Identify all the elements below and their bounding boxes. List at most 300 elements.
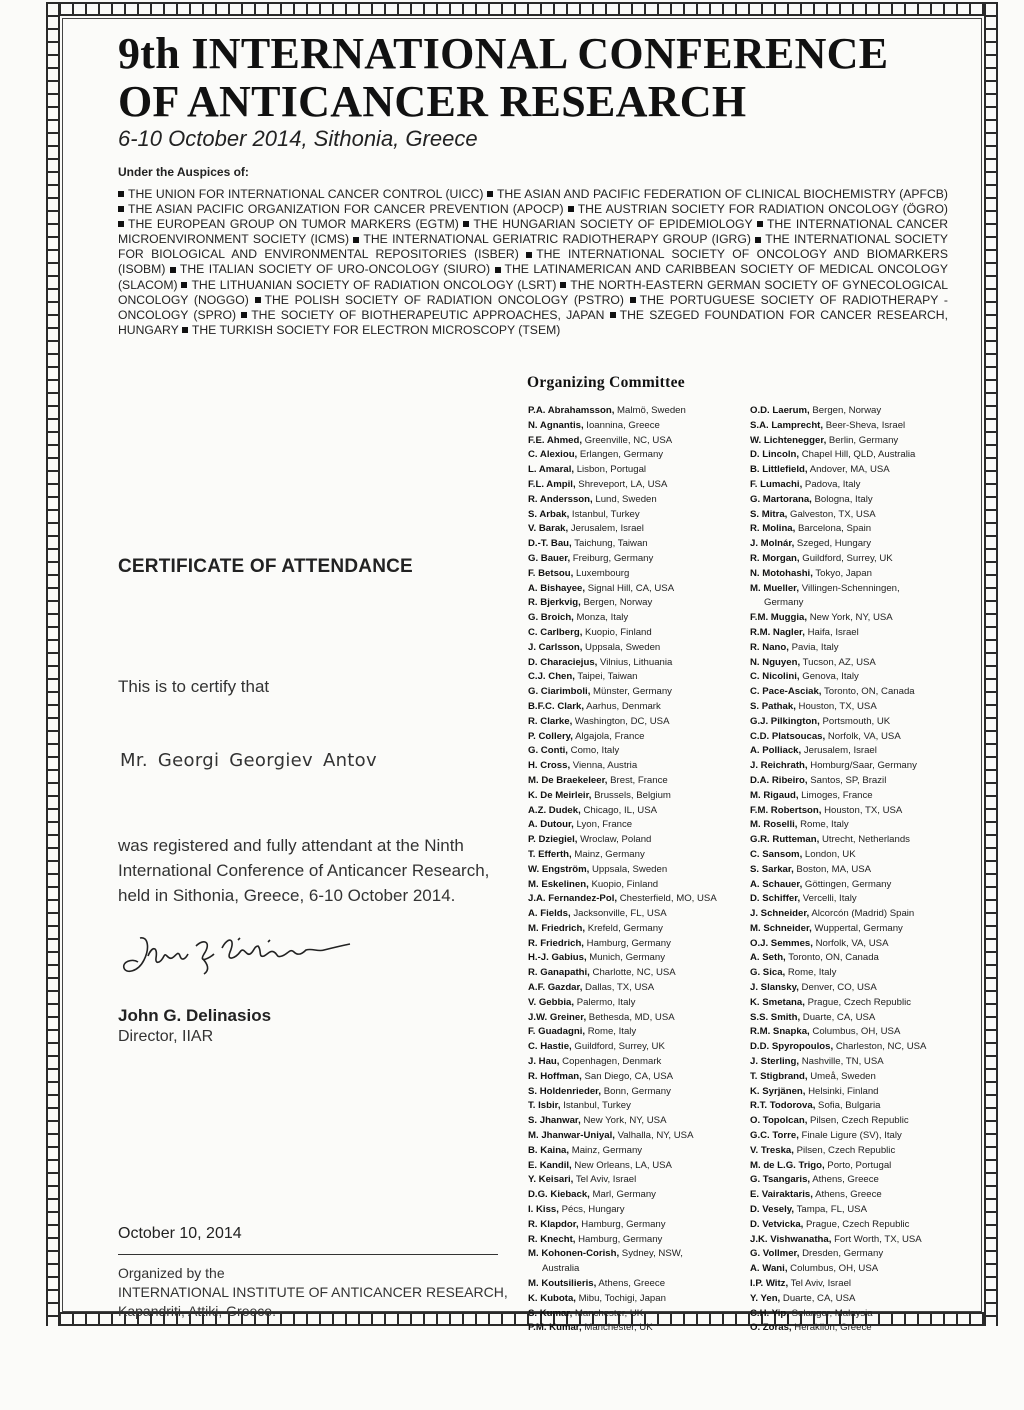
- member-location: Boston, MA, USA: [793, 863, 872, 875]
- committee-member: [750, 670, 970, 685]
- member-location: Duarte, CA, USA: [780, 1292, 856, 1304]
- member-location: Umeå, Sweden: [807, 1070, 876, 1082]
- member-location: Bergen, Norway: [580, 597, 653, 609]
- member-location: Homburg/Saar, Germany: [807, 760, 917, 772]
- member-name: S. Kumar,: [528, 1307, 573, 1319]
- committee-member: [750, 419, 970, 434]
- committee-member: [750, 730, 970, 745]
- member-name: S.S. Smith,: [750, 1011, 801, 1023]
- member-location: Hamburg, Germany: [578, 1218, 666, 1230]
- member-location: Vienna, Austria: [570, 760, 638, 772]
- member-location: Vercelli, Italy: [800, 893, 857, 905]
- bullet-square-icon: [181, 282, 187, 288]
- member-name: D. Characiejus,: [528, 656, 598, 668]
- bullet-square-icon: [463, 221, 469, 227]
- member-name: G. Ciarimboli,: [528, 686, 591, 698]
- member-location: Pavia, Italy: [788, 641, 839, 653]
- organized-by-label: Organized by the: [118, 1265, 225, 1281]
- auspices-item: THE UNION FOR INTERNATIONAL CANCER CONTROL (UICC): [128, 187, 484, 201]
- member-name: M. Friedrich,: [528, 922, 586, 934]
- member-location: Krefeld, Germany: [585, 922, 663, 934]
- committee-member: [750, 966, 970, 981]
- member-location: Luxembourg: [573, 567, 630, 579]
- committee-member: [528, 966, 738, 981]
- committee-member: [750, 1070, 970, 1085]
- committee-member: [750, 922, 970, 937]
- member-name: R. Nano,: [750, 641, 789, 653]
- certify-text: This is to certify that: [118, 677, 270, 696]
- member-name: F. Betsou,: [528, 567, 574, 579]
- member-location: Australia: [542, 1263, 580, 1275]
- member-location: Mainz, Germany: [569, 1144, 643, 1156]
- member-location: Charlotte, NC, USA: [589, 967, 676, 979]
- committee-member: [528, 907, 738, 922]
- member-location: Rome, Italy: [785, 967, 837, 979]
- member-name: M. Jhanwar-Uniyal,: [528, 1130, 615, 1142]
- member-name: S.A. Lamprecht,: [750, 419, 824, 431]
- member-name: P. Collery,: [528, 730, 573, 742]
- member-name: D. Lincoln,: [750, 449, 800, 461]
- committee-member: [528, 1247, 738, 1262]
- member-name: K. Syrjänen,: [750, 1085, 806, 1097]
- committee-member: [528, 1085, 738, 1100]
- committee-member: [750, 1321, 970, 1336]
- member-name: J. Slansky,: [750, 982, 799, 994]
- border-right: [984, 2, 998, 1326]
- committee-member: [528, 493, 738, 508]
- committee-member: [528, 1070, 738, 1085]
- member-location: Pilsen, Czech Republic: [793, 1144, 896, 1156]
- bullet-square-icon: [255, 297, 261, 303]
- member-location: Athens, Greece: [810, 1174, 879, 1186]
- member-location: Mibu, Tochigi, Japan: [575, 1292, 666, 1304]
- committee-member: [528, 1144, 738, 1159]
- auspices-heading: Under the Auspices of:: [118, 165, 249, 179]
- member-location: Santos, SP, Brazil: [807, 774, 887, 786]
- member-location: Jerusalem, Israel: [568, 523, 644, 535]
- committee-member: [528, 1099, 738, 1114]
- member-location: Toronto, ON, Canada: [785, 952, 879, 964]
- member-name: W. Lichtenegger,: [750, 434, 827, 446]
- member-location: Dallas, TX, USA: [582, 982, 655, 994]
- committee-title: Organizing Committee: [527, 374, 685, 391]
- member-location: New York, NY, USA: [580, 1115, 667, 1127]
- committee-member: [750, 1247, 970, 1262]
- member-location: Porto, Portugal: [824, 1159, 892, 1171]
- member-name: C.D. Platsoucas,: [750, 730, 826, 742]
- member-location: Munich, Germany: [586, 952, 666, 964]
- committee-member: [750, 789, 970, 804]
- member-location: Washington, DC, USA: [572, 715, 670, 727]
- committee-member: [750, 1040, 970, 1055]
- committee-member: [750, 641, 970, 656]
- member-name: R. Hoffman,: [528, 1070, 582, 1082]
- committee-member: [750, 1099, 970, 1114]
- member-location: Toronto, ON, Canada: [821, 686, 915, 698]
- committee-member: [528, 1292, 738, 1307]
- member-name: B. Kaina,: [528, 1144, 570, 1156]
- member-name: G. Conti,: [528, 745, 568, 757]
- member-location: New Orleans, LA, USA: [571, 1159, 672, 1171]
- member-name: C.H. Yip,: [750, 1307, 789, 1319]
- bullet-square-icon: [568, 206, 574, 212]
- committee-member: [750, 656, 970, 671]
- member-name: I.P. Witz,: [750, 1278, 789, 1290]
- committee-member: [528, 789, 738, 804]
- member-location: Uppsala, Sweden: [582, 641, 661, 653]
- member-location: Nashville, TN, USA: [799, 1056, 884, 1068]
- auspices-item: THE INTERNATIONAL GERIATRIC RADIOTHERAPY GROUP (IGRG): [363, 232, 751, 247]
- auspices-item: THE NORTH-EASTERN GERMAN SOCIETY OF GYNECOLOGICAL ONCOLOGY (NOGGO): [118, 277, 949, 307]
- member-name: C. Sansom,: [750, 848, 803, 860]
- member-name: R. Morgan,: [750, 552, 800, 564]
- committee-member: [528, 404, 738, 419]
- committee-member: [750, 892, 970, 907]
- member-name: W. Engström,: [528, 863, 590, 875]
- member-location: Utrecht, Netherlands: [819, 834, 910, 846]
- member-name: D. Vesely,: [750, 1204, 795, 1216]
- member-location: Algajola, France: [572, 730, 645, 742]
- member-name: D.A. Ribeiro,: [750, 774, 808, 786]
- member-location: Genova, Italy: [799, 671, 859, 683]
- committee-member: [528, 1114, 738, 1129]
- member-location: Denver, CO, USA: [798, 982, 877, 994]
- auspices-item: THE HUNGARIAN SOCIETY OF EPIDEMIOLOGY: [473, 217, 753, 232]
- committee-member: [750, 715, 970, 730]
- member-location: Lisbon, Portugal: [574, 464, 647, 476]
- member-location: Guildford, Surrey, UK: [571, 1041, 665, 1053]
- committee-member: [750, 759, 970, 774]
- member-location: Pilsen, Czech Republic: [807, 1115, 909, 1127]
- committee-member: [750, 848, 970, 863]
- member-location: Haifa, Israel: [804, 626, 859, 638]
- committee-member: [750, 878, 970, 893]
- member-name: A.F. Gazdar,: [528, 982, 583, 994]
- committee-member: [750, 448, 970, 463]
- member-name: M. De Braekeleer,: [528, 774, 608, 786]
- member-location: Portsmouth, UK: [819, 715, 891, 727]
- member-location: Freiburg, Germany: [570, 552, 654, 564]
- committee-member: [528, 537, 738, 552]
- member-location: Jacksonville, FL, USA: [570, 908, 667, 920]
- member-location: Hamburg, Germany: [575, 1233, 663, 1245]
- member-location: Guildford, Surrey, UK: [799, 552, 893, 564]
- member-name: F.L. Ampil,: [528, 478, 576, 490]
- committee-column-left: [528, 404, 738, 1336]
- auspices-item: THE INTERNATIONAL SOCIETY FOR BIOLOGICAL AND ENVIRONMENTAL REPOSITORIES (ISBER): [118, 232, 949, 262]
- member-location: Manchester, UK: [581, 1322, 653, 1334]
- member-location: Alcorcón (Madrid) Spain: [809, 908, 915, 920]
- member-name: H.-J. Gabius,: [528, 952, 587, 964]
- committee-member: [528, 434, 738, 449]
- member-name: F.E. Ahmed,: [528, 434, 583, 446]
- member-location: Chapel Hill, QLD, Australia: [799, 449, 916, 461]
- member-name: J.K. Vishwanatha,: [750, 1233, 832, 1245]
- member-location: New York, NY, USA: [807, 612, 893, 624]
- committee-member: [528, 641, 738, 656]
- committee-member: [528, 1233, 738, 1248]
- member-location: Andover, MA, USA: [807, 464, 890, 476]
- member-location: Bethesda, MD, USA: [586, 1011, 675, 1023]
- member-name: A. Seth,: [750, 952, 786, 964]
- member-location: Vilnius, Lithuania: [597, 656, 673, 668]
- committee-member: [750, 1011, 970, 1026]
- committee-member: [750, 463, 970, 478]
- committee-member: [528, 1129, 738, 1144]
- bullet-square-icon: [241, 312, 247, 318]
- committee-member: [750, 1055, 970, 1070]
- member-location: Limoges, France: [798, 789, 873, 801]
- committee-member: [528, 863, 738, 878]
- member-name: J. Hau,: [528, 1056, 560, 1068]
- auspices-item: THE ITALIAN SOCIETY OF URO-ONCOLOGY (SIURO): [179, 262, 491, 277]
- member-name: R. Knecht,: [528, 1233, 576, 1245]
- member-name: R.T. Todorova,: [750, 1100, 816, 1112]
- member-location: Germany: [764, 597, 804, 609]
- member-name: K. De Meirleir,: [528, 789, 592, 801]
- member-name: R. Klapdor,: [528, 1218, 579, 1230]
- member-location: Selangor, Malaysia: [788, 1307, 873, 1319]
- organizer-block: [118, 1264, 518, 1321]
- member-name: G.J. Pilkington,: [750, 715, 820, 727]
- border-left: [46, 2, 60, 1326]
- member-location: Istanbul, Turkey: [560, 1100, 631, 1112]
- director-name: John G. Delinasios: [118, 1006, 272, 1025]
- auspices-item: THE SZEGED FOUNDATION FOR CANCER RESEARCH, HUNGARY: [118, 307, 948, 337]
- committee-member: [528, 981, 738, 996]
- member-location: Monza, Italy: [573, 612, 629, 624]
- committee-member: [528, 567, 738, 582]
- committee-member: [750, 981, 970, 996]
- member-location: Istanbul, Turkey: [569, 508, 640, 520]
- member-name: S. Arbak,: [528, 508, 570, 520]
- committee-member: [528, 996, 738, 1011]
- auspices-item: THE ASIAN PACIFIC ORGANIZATION FOR CANCER PREVENTION (APOCP): [128, 202, 564, 217]
- auspices-item: THE POLISH SOCIETY OF RADIATION ONCOLOGY (PSTRO): [264, 292, 624, 307]
- member-name: R.M. Snapka,: [750, 1026, 810, 1038]
- committee-member: [528, 552, 738, 567]
- member-location: Valhalla, NY, USA: [614, 1130, 694, 1142]
- auspices-item: THE INTERNATIONAL CANCER MICROENVIRONMENT SOCIETY (ICMS): [118, 217, 949, 247]
- member-name: N. Agnantis,: [528, 419, 584, 431]
- member-location: Mainz, Germany: [571, 848, 645, 860]
- member-name: B.F.C. Clark,: [528, 700, 584, 712]
- committee-member: [750, 951, 970, 966]
- member-name: D.D. Spyropoulos,: [750, 1041, 834, 1053]
- member-name: C. Pace-Asciak,: [750, 686, 822, 698]
- committee-member: [750, 626, 970, 641]
- committee-member: [750, 1277, 970, 1292]
- member-name: G. Broich,: [528, 612, 574, 624]
- recipient-name: Mr. Georgi Georgiev Antov: [120, 750, 377, 771]
- committee-member: [528, 848, 738, 863]
- auspices-item: THE LITHUANIAN SOCIETY OF RADIATION ONCOLOGY (LSRT): [191, 277, 557, 292]
- bullet-square-icon: [560, 282, 566, 288]
- member-location: Pécs, Hungary: [558, 1204, 625, 1216]
- member-location: Barcelona, Spain: [795, 523, 872, 535]
- member-location: Beer-Sheva, Israel: [823, 419, 906, 431]
- committee-member: [528, 1262, 738, 1277]
- member-name: F. Guadagni,: [528, 1026, 586, 1038]
- member-name: R. Friedrich,: [528, 937, 584, 949]
- member-location: Dresden, Germany: [799, 1248, 884, 1260]
- member-name: P.A. Abrahamsson,: [528, 405, 615, 416]
- committee-member: [750, 685, 970, 700]
- member-location: Manchester, UK: [572, 1307, 644, 1319]
- member-name: C.J. Chen,: [528, 671, 575, 683]
- member-name: M. Eskelinen,: [528, 878, 589, 890]
- member-location: Finale Ligure (SV), Italy: [798, 1130, 902, 1142]
- member-location: Galveston, TX, USA: [787, 508, 876, 520]
- member-name: R. Bjerkvig,: [528, 597, 581, 609]
- bullet-square-icon: [118, 206, 124, 212]
- member-location: Marl, Germany: [589, 1189, 656, 1201]
- bullet-square-icon: [495, 267, 501, 273]
- committee-member: [750, 744, 970, 759]
- committee-member: [528, 878, 738, 893]
- member-location: Villingen-Schenningen,: [799, 582, 900, 594]
- committee-member: [528, 730, 738, 745]
- member-location: Kuopio, Finland: [582, 626, 652, 638]
- member-name: G.C. Torre,: [750, 1130, 799, 1142]
- committee-member: [750, 1262, 970, 1277]
- committee-member: [750, 552, 970, 567]
- committee-member: [528, 582, 738, 597]
- member-name: G. Martorana,: [750, 493, 812, 505]
- member-name: K. Kubota,: [528, 1292, 576, 1304]
- attendance-statement: was registered and fully attendant at the Ninth International Conference of Anticancer Research, held in Sithonia, Greece, 6-10 October 2014.: [118, 836, 490, 905]
- bullet-square-icon: [118, 191, 124, 197]
- committee-member: [528, 611, 738, 626]
- member-location: Uppsala, Sweden: [589, 863, 668, 875]
- committee-member: [528, 463, 738, 478]
- member-name: J.A. Fernandez-Pol,: [528, 893, 618, 905]
- member-name: P.M. Kumar,: [528, 1322, 582, 1334]
- member-name: V. Gebbia,: [528, 996, 575, 1008]
- member-name: Y. Yen,: [750, 1292, 781, 1304]
- member-name: M. Schneider,: [750, 922, 812, 934]
- member-location: Rome, Italy: [585, 1026, 637, 1038]
- committee-member: [528, 1040, 738, 1055]
- member-name: C. Nicolini,: [750, 671, 800, 683]
- bullet-square-icon: [755, 237, 761, 243]
- member-name: R. Ganapathi,: [528, 967, 590, 979]
- bullet-square-icon: [170, 267, 176, 273]
- member-location: Helsinki, Finland: [805, 1085, 879, 1097]
- member-location: Brest, France: [607, 774, 668, 786]
- committee-member: [750, 508, 970, 523]
- committee-member: [528, 774, 738, 789]
- member-name: A. Fields,: [528, 908, 571, 920]
- member-name: G. Tsangaris,: [750, 1174, 811, 1186]
- committee-member: [750, 596, 970, 611]
- member-name: E. Kandil,: [528, 1159, 572, 1171]
- member-name: T. Efferth,: [528, 848, 572, 860]
- member-name: R. Molina,: [750, 523, 796, 535]
- committee-member: [528, 626, 738, 641]
- director-title: Director, IIAR: [118, 1028, 214, 1045]
- border-top: [46, 2, 998, 16]
- auspices-item: THE AUSTRIAN SOCIETY FOR RADIATION ONCOLOGY (ÖGRO): [577, 202, 948, 217]
- committee-member: [528, 1055, 738, 1070]
- committee-member: [750, 1025, 970, 1040]
- member-name: N. Nguyen,: [750, 656, 801, 668]
- member-location: Bologna, Italy: [811, 493, 873, 505]
- member-name: O. Topolcan,: [750, 1115, 808, 1127]
- committee-member: [528, 1159, 738, 1174]
- member-location: Ioannina, Greece: [583, 419, 660, 431]
- committee-member: [750, 1203, 970, 1218]
- member-name: A. Schauer,: [750, 878, 803, 890]
- member-name: G. Sica,: [750, 967, 786, 979]
- member-name: A. Polliack,: [750, 745, 802, 757]
- committee-member: [528, 1203, 738, 1218]
- committee-member: [750, 818, 970, 833]
- committee-member: [528, 1011, 738, 1026]
- bullet-square-icon: [610, 312, 616, 318]
- member-location: Norfolk, VA, USA: [812, 937, 889, 949]
- member-location: Athens, Greece: [596, 1278, 666, 1290]
- member-name: V. Barak,: [528, 523, 569, 535]
- member-name: T. Isbir,: [528, 1100, 561, 1112]
- member-name: G. Bauer,: [528, 552, 571, 564]
- member-name: P. Dziegiel,: [528, 834, 578, 846]
- conference-dates-location: 6-10 October 2014, Sithonia, Greece: [118, 126, 478, 151]
- member-location: Sofia, Bulgaria: [815, 1100, 881, 1112]
- member-location: Brussels, Belgium: [591, 789, 671, 801]
- member-location: Kuopio, Finland: [588, 878, 659, 890]
- committee-member: [750, 774, 970, 789]
- member-name: O.J. Semmes,: [750, 937, 813, 949]
- member-name: D.-T. Bau,: [528, 538, 572, 550]
- committee-member: [528, 833, 738, 848]
- member-name: M. de L.G. Trigo,: [750, 1159, 825, 1171]
- member-location: Wuppertal, Germany: [811, 922, 903, 934]
- member-location: Como, Italy: [567, 745, 620, 757]
- committee-member: [750, 1292, 970, 1307]
- member-name: N. Motohashi,: [750, 567, 813, 579]
- bullet-square-icon: [630, 297, 636, 303]
- committee-member: [528, 1025, 738, 1040]
- committee-member: [750, 863, 970, 878]
- committee-member: [750, 404, 970, 419]
- committee-member: [750, 996, 970, 1011]
- member-name: G. Vollmer,: [750, 1248, 800, 1260]
- member-name: M. Rigaud,: [750, 789, 799, 801]
- bullet-square-icon: [757, 221, 763, 227]
- committee-member: [750, 1188, 970, 1203]
- member-location: Taichung, Taiwan: [571, 538, 648, 550]
- committee-member: [750, 493, 970, 508]
- committee-member: [528, 656, 738, 671]
- committee-member: [750, 537, 970, 552]
- member-location: Houston, TX, USA: [821, 804, 903, 816]
- signature: [118, 928, 368, 983]
- bullet-square-icon: [487, 191, 493, 197]
- committee-member: [528, 419, 738, 434]
- member-location: Lyon, France: [573, 819, 633, 831]
- auspices-item: THE TURKISH SOCIETY FOR ELECTRON MICROSCOPY (TSEM): [191, 322, 561, 337]
- member-name: Y. Keisari,: [528, 1174, 574, 1186]
- organizer-name: INTERNATIONAL INSTITUTE OF ANTICANCER RESEARCH,: [118, 1284, 508, 1300]
- committee-member: [750, 567, 970, 582]
- member-name: D.G. Kieback,: [528, 1189, 590, 1201]
- divider-line: [118, 1254, 498, 1255]
- member-name: S. Sarkar,: [750, 863, 794, 875]
- member-name: A.Z. Dudek,: [528, 804, 581, 816]
- committee-member: [750, 478, 970, 493]
- member-name: D. Schiffer,: [750, 893, 801, 905]
